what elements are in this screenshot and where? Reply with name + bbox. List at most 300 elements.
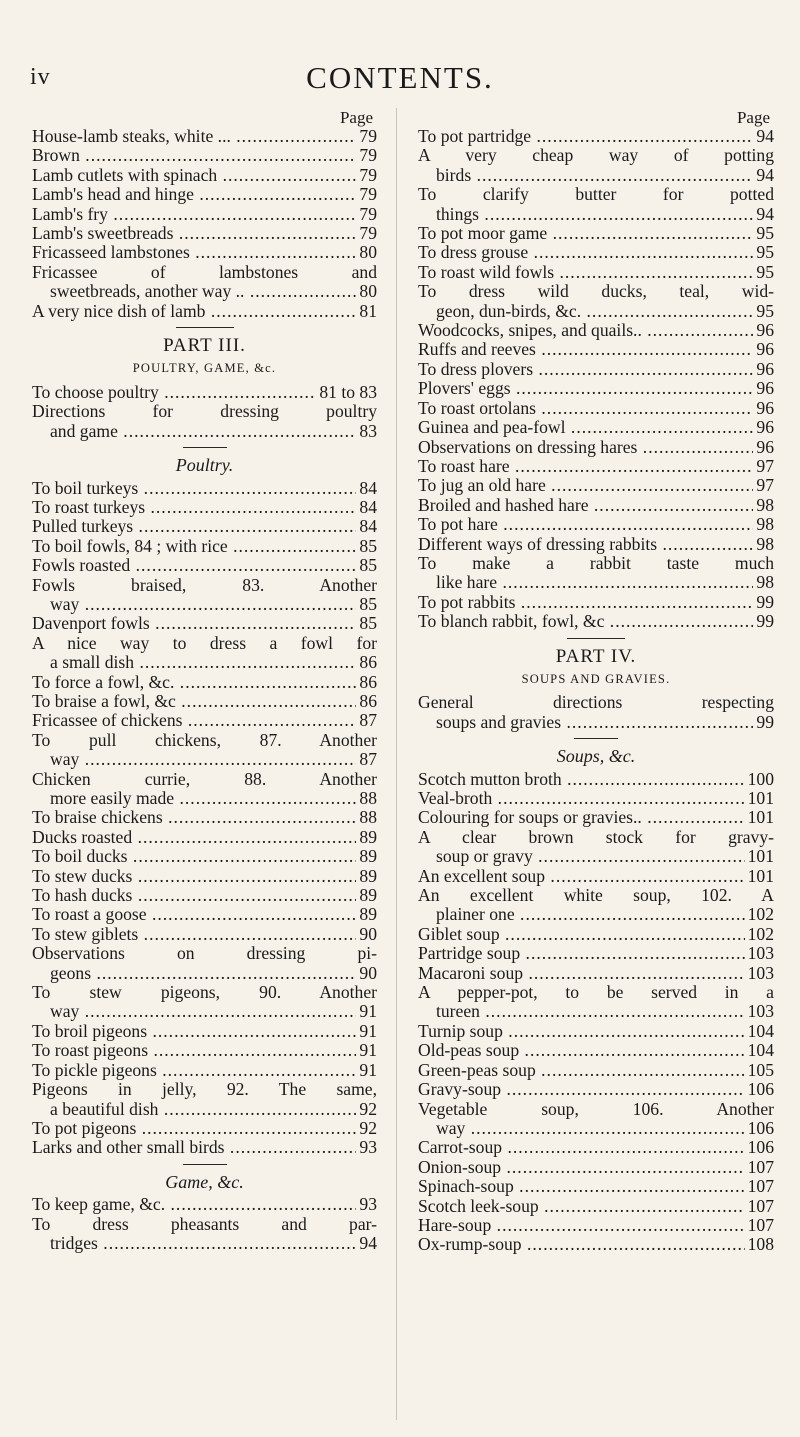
toc-entry <box>418 340 774 359</box>
entry-page-number: 94 <box>753 166 774 185</box>
entry-page-number: 91 <box>356 1041 377 1060</box>
entry-text: An excellent white soup, 102. A <box>418 885 774 906</box>
entry-page-number: 88 <box>356 789 377 808</box>
toc-entry <box>32 634 377 673</box>
entry-text: Green-peas soup ..... <box>418 1061 774 1080</box>
entry-page-number: 102 <box>745 925 774 944</box>
entry-text: sweetbreads, another way .. ..... <box>32 282 377 301</box>
entry-text: tureen ..... <box>418 1002 774 1021</box>
entry-page-number: 96 <box>753 418 774 437</box>
entry-text: a beautiful dish ..... <box>32 1100 377 1119</box>
entry-text: A pepper-pot, to be served in a <box>418 982 774 1003</box>
part-title: PART IV. <box>555 645 637 667</box>
toc-entry <box>418 379 774 398</box>
entry-page-number: 107 <box>745 1197 774 1216</box>
entry-text: Onion-soup ..... <box>418 1158 774 1177</box>
entry-page-number: 85 <box>356 595 377 614</box>
toc-entry <box>32 302 377 321</box>
entry-text: way ..... <box>32 595 377 614</box>
toc-entry <box>32 847 377 866</box>
page-column-label: Page <box>339 108 373 127</box>
entry-text: Veal-broth ..... <box>418 789 774 808</box>
entry-text: Ox-rump-soup ..... <box>418 1235 774 1254</box>
toc-entry <box>32 731 377 770</box>
toc-entry <box>418 925 774 944</box>
entry-page-number: 106 <box>745 1119 774 1138</box>
entry-text: To pot pigeons ..... <box>32 1119 377 1138</box>
entry-page-number: 89 <box>356 886 377 905</box>
entry-text: To pot rabbits ..... <box>418 593 774 612</box>
toc-entry <box>32 537 377 556</box>
entry-page-number: 104 <box>745 1041 774 1060</box>
entry-page-number: 101 <box>745 789 774 808</box>
entry-text: birds ..... <box>418 166 774 185</box>
toc-entry <box>418 867 774 886</box>
entry-page-number: 87 <box>356 750 377 769</box>
entry-page-number: 86 <box>356 653 377 672</box>
entry-text: To dress pheasants and par- <box>32 1213 377 1234</box>
entry-text: Old-peas soup ..... <box>418 1041 774 1060</box>
entry-text: Woodcocks, snipes, and quails.. ..... <box>418 321 774 340</box>
entry-page-number: 99 <box>753 713 774 732</box>
toc-entry <box>32 498 377 517</box>
toc-entry <box>32 983 377 1022</box>
entry-text: Macaroni soup ..... <box>418 964 774 983</box>
entry-text: To clarify butter for potted <box>418 184 774 205</box>
toc-entry <box>32 243 377 262</box>
entry-text: To pickle pigeons ..... <box>32 1061 377 1080</box>
toc-entry <box>418 1235 774 1254</box>
toc-entry <box>418 828 774 867</box>
entry-text: Fricassee of lambstones and <box>32 261 377 282</box>
entry-text: To stew pigeons, 90. Another <box>32 982 377 1003</box>
toc-entry <box>32 146 377 165</box>
entry-page-number: 80 <box>356 243 377 262</box>
entry-page-number: 101 <box>745 847 774 866</box>
toc-entry <box>32 828 377 847</box>
entry-list <box>32 127 377 321</box>
entry-page-number: 79 <box>356 185 377 204</box>
entry-page-number: 96 <box>753 340 774 359</box>
entry-page-number: 91 <box>356 1061 377 1080</box>
entry-text: Larks and other small birds ..... <box>32 1138 377 1157</box>
toc-entry <box>32 1022 377 1041</box>
part-subtitle: SOUPS AND GRAVIES. <box>521 671 671 686</box>
entry-page-number: 106 <box>745 1138 774 1157</box>
entry-list <box>32 383 377 441</box>
entry-text: Different ways of dressing rabbits ..... <box>418 535 774 554</box>
entry-text: Scotch mutton broth ..... <box>418 770 774 789</box>
entry-page-number: 89 <box>356 828 377 847</box>
toc-entry <box>418 496 774 515</box>
entry-text: To force a fowl, &c. ..... <box>32 673 377 692</box>
entry-text: things ..... <box>418 205 774 224</box>
toc-entry <box>32 867 377 886</box>
entry-text: To roast ortolans ..... <box>418 399 774 418</box>
entry-page-number: 97 <box>753 457 774 476</box>
entry-text: Giblet soup ..... <box>418 925 774 944</box>
entry-page-number: 85 <box>356 556 377 575</box>
entry-list <box>32 479 377 1158</box>
entry-text: Pigeons in jelly, 92. The same, <box>32 1079 377 1100</box>
entry-page-number: 108 <box>745 1235 774 1254</box>
entry-text: Ducks roasted ..... <box>32 828 377 847</box>
toc-entry <box>418 1158 774 1177</box>
entry-page-number: 106 <box>745 1080 774 1099</box>
entry-text: General directions respecting <box>418 692 774 713</box>
left-column <box>32 108 377 1253</box>
toc-entry <box>418 515 774 534</box>
entry-text: To broil pigeons ..... <box>32 1022 377 1041</box>
toc-entry <box>418 127 774 146</box>
toc-entry <box>418 612 774 631</box>
toc-entry <box>418 1216 774 1235</box>
section-title: Soups, &c. <box>556 746 636 767</box>
toc-entry <box>32 166 377 185</box>
entry-text: Fricasseed lambstones ..... <box>32 243 377 262</box>
entry-page-number: 99 <box>753 593 774 612</box>
entry-text: To jug an old hare ..... <box>418 476 774 495</box>
entry-text: Fricassee of chickens ..... <box>32 711 377 730</box>
entry-text: and game ..... <box>32 422 377 441</box>
entry-text: Fowls roasted ..... <box>32 556 377 575</box>
toc-entry <box>32 1080 377 1119</box>
entry-text: soup or gravy ..... <box>418 847 774 866</box>
toc-entry <box>32 1138 377 1157</box>
section-title: Poultry. <box>175 455 234 476</box>
entry-page-number: 98 <box>753 573 774 592</box>
toc-entry <box>418 1197 774 1216</box>
entry-page-number: 97 <box>753 476 774 495</box>
toc-entry <box>32 1195 377 1214</box>
entry-text: A clear brown stock for gravy- <box>418 826 774 847</box>
entry-page-number: 93 <box>356 1195 377 1214</box>
section-rule <box>183 447 227 448</box>
toc-entry <box>418 554 774 593</box>
entry-page-number: 95 <box>753 302 774 321</box>
entry-text: To dress wild ducks, teal, wid- <box>418 281 774 302</box>
entry-text: To hash ducks ..... <box>32 886 377 905</box>
entry-text: Guinea and pea-fowl ..... <box>418 418 774 437</box>
entry-page-number: 96 <box>753 321 774 340</box>
toc-entry <box>32 711 377 730</box>
entry-text: To braise a fowl, &c ..... <box>32 692 377 711</box>
toc-entry <box>418 1022 774 1041</box>
toc-entry <box>32 673 377 692</box>
entry-text: Directions for dressing poultry <box>32 401 377 422</box>
entry-page-number: 107 <box>745 1216 774 1235</box>
entry-text: way ..... <box>32 750 377 769</box>
section-rule <box>183 1164 227 1165</box>
entry-text: Lamb cutlets with spinach ..... <box>32 166 377 185</box>
entry-page-number: 95 <box>753 224 774 243</box>
entry-page-number: 98 <box>753 496 774 515</box>
toc-entry <box>418 321 774 340</box>
entry-page-number: 88 <box>356 808 377 827</box>
entry-page-number: 107 <box>745 1177 774 1196</box>
entry-page-number: 99 <box>753 612 774 631</box>
entry-page-number: 96 <box>753 438 774 457</box>
toc-entry <box>418 263 774 282</box>
entry-text: way ..... <box>418 1119 774 1138</box>
entry-page-number: 86 <box>356 673 377 692</box>
toc-entry <box>418 418 774 437</box>
entry-page-number: 81 <box>356 302 377 321</box>
page-title: CONTENTS. <box>306 60 494 95</box>
entry-page-number: 103 <box>745 1002 774 1021</box>
section-rule <box>567 638 625 639</box>
entry-text: To keep game, &c. ..... <box>32 1195 377 1214</box>
toc-entry <box>32 517 377 536</box>
toc-entry <box>418 593 774 612</box>
entry-list <box>418 127 774 632</box>
entry-page-number: 98 <box>753 535 774 554</box>
entry-text: To choose poultry ..... <box>32 383 377 402</box>
entry-text: Observations on dressing hares ..... <box>418 438 774 457</box>
entry-text: Broiled and hashed hare ..... <box>418 496 774 515</box>
toc-entry <box>32 224 377 243</box>
toc-entry <box>32 692 377 711</box>
entry-text: Chicken currie, 88. Another <box>32 768 377 789</box>
entry-text: geon, dun-birds, &c. ..... <box>418 302 774 321</box>
entry-text: Fowls braised, 83. Another <box>32 574 377 595</box>
toc-entry <box>418 1100 774 1139</box>
toc-entry <box>32 479 377 498</box>
entry-list <box>418 770 774 1255</box>
toc-entry <box>418 282 774 321</box>
toc-entry <box>32 1041 377 1060</box>
entry-text: Plovers' eggs ..... <box>418 379 774 398</box>
entry-text: To roast turkeys ..... <box>32 498 377 517</box>
entry-text: Vegetable soup, 106. Another <box>418 1098 774 1119</box>
entry-text: To roast hare ..... <box>418 457 774 476</box>
toc-entry <box>418 770 774 789</box>
entry-page-number: 89 <box>356 905 377 924</box>
entry-text: more easily made ..... <box>32 789 377 808</box>
entry-page-number: 85 <box>356 537 377 556</box>
toc-entry <box>418 1061 774 1080</box>
entry-page-number: 107 <box>745 1158 774 1177</box>
entry-text: Lamb's head and hinge ..... <box>32 185 377 204</box>
entry-text: To stew ducks ..... <box>32 867 377 886</box>
entry-page-number: 79 <box>356 127 377 146</box>
toc-entry <box>32 614 377 633</box>
entry-page-number: 90 <box>356 925 377 944</box>
toc-entry <box>32 205 377 224</box>
section-rule <box>574 738 618 739</box>
part-title: PART III. <box>163 335 246 357</box>
right-column <box>418 108 774 1255</box>
column-divider <box>396 108 397 1420</box>
entry-list <box>32 1195 377 1253</box>
part-subtitle: POULTRY, GAME, &c. <box>132 361 277 376</box>
toc-entry <box>32 127 377 146</box>
toc-entry <box>418 886 774 925</box>
entry-text: tridges ..... <box>32 1234 377 1253</box>
entry-page-number: 83 <box>356 422 377 441</box>
toc-entry <box>32 1215 377 1254</box>
entry-page-number: 90 <box>356 964 377 983</box>
entry-text: To make a rabbit taste much <box>418 552 774 573</box>
toc-entry <box>418 360 774 379</box>
entry-text: To pot partridge ..... <box>418 127 774 146</box>
toc-entry <box>32 1119 377 1138</box>
entry-text: Lamb's fry ..... <box>32 205 377 224</box>
toc-entry <box>418 1080 774 1099</box>
toc-entry <box>32 556 377 575</box>
entry-text: To pull chickens, 87. Another <box>32 729 377 750</box>
toc-entry <box>418 808 774 827</box>
toc-entry <box>32 905 377 924</box>
entry-text: Hare-soup ..... <box>418 1216 774 1235</box>
toc-entry <box>32 944 377 983</box>
entry-page-number: 84 <box>356 479 377 498</box>
entry-page-number: 103 <box>745 944 774 963</box>
entry-page-number: 80 <box>356 282 377 301</box>
entry-page-number: 89 <box>356 847 377 866</box>
entry-page-number: 101 <box>745 867 774 886</box>
toc-entry <box>418 185 774 224</box>
page-header <box>0 56 800 96</box>
entry-text: a small dish ..... <box>32 653 377 672</box>
toc-entry <box>32 770 377 809</box>
toc-entry <box>32 185 377 204</box>
entry-text: To boil ducks ..... <box>32 847 377 866</box>
entry-page-number: 91 <box>356 1002 377 1021</box>
toc-entry <box>32 263 377 302</box>
toc-entry <box>32 402 377 441</box>
entry-text: To pot hare ..... <box>418 515 774 534</box>
entry-text: Pulled turkeys ..... <box>32 517 377 536</box>
entry-text: geons ..... <box>32 964 377 983</box>
entry-page-number: 85 <box>356 614 377 633</box>
entry-list <box>418 693 774 732</box>
entry-text: To roast wild fowls ..... <box>418 263 774 282</box>
entry-text: To stew giblets ..... <box>32 925 377 944</box>
entry-page-number: 79 <box>356 166 377 185</box>
entry-text: Partridge soup ..... <box>418 944 774 963</box>
toc-entry <box>418 243 774 262</box>
toc-entry <box>418 983 774 1022</box>
entry-text: To roast pigeons ..... <box>32 1041 377 1060</box>
entry-page-number: 94 <box>356 1234 377 1253</box>
entry-page-number: 98 <box>753 515 774 534</box>
entry-page-number: 94 <box>753 205 774 224</box>
entry-text: To boil fowls, 84 ; with rice ..... <box>32 537 377 556</box>
entry-page-number: 84 <box>356 498 377 517</box>
entry-text: Observations on dressing pi- <box>32 943 377 964</box>
entry-page-number: 96 <box>753 379 774 398</box>
entry-text: Spinach-soup ..... <box>418 1177 774 1196</box>
toc-entry <box>32 808 377 827</box>
toc-entry <box>418 457 774 476</box>
toc-entry <box>418 146 774 185</box>
entry-page-number: 87 <box>356 711 377 730</box>
toc-entry <box>418 1041 774 1060</box>
entry-page-number: 79 <box>356 224 377 243</box>
entry-page-number: 81 to 83 <box>316 383 377 402</box>
toc-entry <box>418 693 774 732</box>
entry-text: Lamb's sweetbreads ..... <box>32 224 377 243</box>
entry-text: Davenport fowls ..... <box>32 614 377 633</box>
entry-text: Brown ..... <box>32 146 377 165</box>
toc-entry <box>32 886 377 905</box>
entry-text: Gravy-soup ..... <box>418 1080 774 1099</box>
toc-entry <box>32 576 377 615</box>
entry-page-number: 92 <box>356 1100 377 1119</box>
toc-entry <box>418 224 774 243</box>
section-title: Game, &c. <box>165 1171 244 1192</box>
entry-page-number: 96 <box>753 399 774 418</box>
entry-text: A very nice dish of lamb ..... <box>32 302 377 321</box>
toc-entry <box>418 399 774 418</box>
entry-page-number: 101 <box>745 808 774 827</box>
entry-page-number: 84 <box>356 517 377 536</box>
entry-text: To dress plovers ..... <box>418 360 774 379</box>
toc-entry <box>418 535 774 554</box>
section-rule <box>176 327 234 328</box>
entry-page-number: 79 <box>356 146 377 165</box>
entry-text: To braise chickens ..... <box>32 808 377 827</box>
toc-entry <box>418 964 774 983</box>
entry-page-number: 79 <box>356 205 377 224</box>
entry-text: Ruffs and reeves ..... <box>418 340 774 359</box>
entry-text: Scotch leek-soup ..... <box>418 1197 774 1216</box>
entry-page-number: 86 <box>356 692 377 711</box>
entry-text: To roast a goose ..... <box>32 905 377 924</box>
entry-page-number: 105 <box>745 1061 774 1080</box>
toc-entry <box>418 1138 774 1157</box>
toc-entry <box>32 925 377 944</box>
entry-text: To pot moor game ..... <box>418 224 774 243</box>
entry-page-number: 91 <box>356 1022 377 1041</box>
entry-page-number: 95 <box>753 263 774 282</box>
entry-text: To blanch rabbit, fowl, &c ..... <box>418 612 774 631</box>
entry-text: plainer one ..... <box>418 905 774 924</box>
entry-text: way ..... <box>32 1002 377 1021</box>
entry-text: Colouring for soups or gravies.. ..... <box>418 808 774 827</box>
entry-page-number: 96 <box>753 360 774 379</box>
entry-page-number: 100 <box>745 770 774 789</box>
toc-entry <box>32 1061 377 1080</box>
entry-page-number: 89 <box>356 867 377 886</box>
entry-text: A very cheap way of potting <box>418 145 774 166</box>
entry-text: House-lamb steaks, white ... ..... <box>32 127 377 146</box>
entry-text: soups and gravies ..... <box>418 713 774 732</box>
page-column-label: Page <box>736 108 770 127</box>
page-number: iv <box>30 64 51 90</box>
toc-entry <box>418 789 774 808</box>
entry-page-number: 92 <box>356 1119 377 1138</box>
toc-entry <box>418 438 774 457</box>
entry-page-number: 103 <box>745 964 774 983</box>
entry-page-number: 104 <box>745 1022 774 1041</box>
entry-text: To dress grouse ..... <box>418 243 774 262</box>
entry-page-number: 102 <box>745 905 774 924</box>
entry-text: An excellent soup ..... <box>418 867 774 886</box>
entry-text: like hare ..... <box>418 573 774 592</box>
entry-text: A nice way to dress a fowl for <box>32 632 377 653</box>
entry-text: To boil turkeys ..... <box>32 479 377 498</box>
entry-page-number: 94 <box>753 127 774 146</box>
entry-text: Carrot-soup ..... <box>418 1138 774 1157</box>
toc-entry <box>418 1177 774 1196</box>
entry-page-number: 93 <box>356 1138 377 1157</box>
toc-entry <box>32 383 377 402</box>
entry-text: Turnip soup ..... <box>418 1022 774 1041</box>
toc-entry <box>418 476 774 495</box>
entry-page-number: 95 <box>753 243 774 262</box>
